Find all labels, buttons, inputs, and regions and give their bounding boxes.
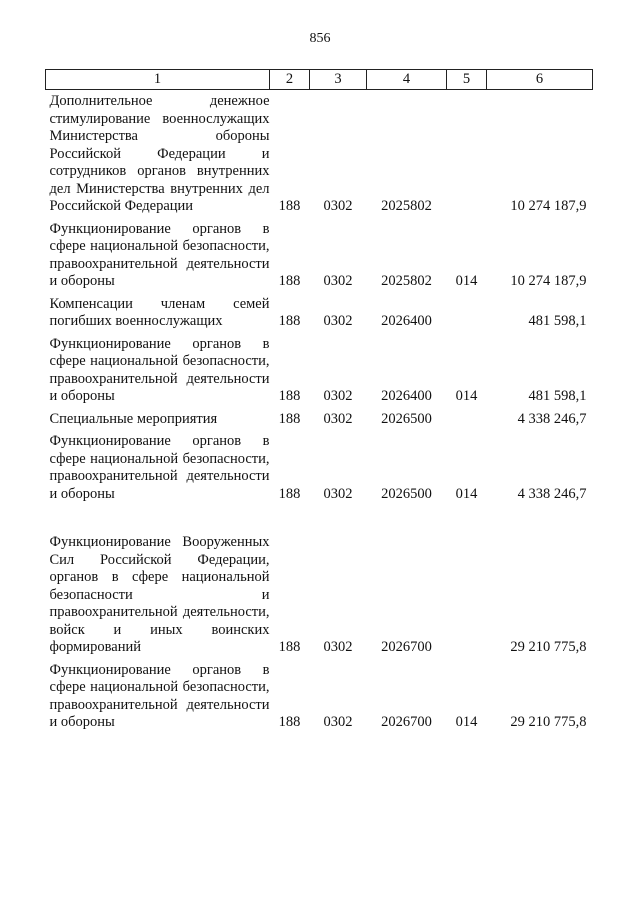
row-code-2: 188 — [278, 273, 301, 289]
header-col-2: 2 — [270, 70, 310, 90]
blank-spacer-row — [46, 505, 593, 531]
row-amount: 481 598,1 — [528, 313, 587, 329]
row-code-3: 0302 — [323, 485, 353, 502]
table-row — [46, 333, 593, 408]
row-name: Дополнительное денежное стимулирование военнослужащих Министерства обороны Российской Федерации и сотрудников органов внутренних дел Министерства внутренних дел Российской Федерации — [49, 93, 270, 214]
row-code-4: 2026700 — [381, 714, 432, 730]
row-amount: 29 210 775,8 — [510, 639, 587, 655]
row-code-2: 188 — [278, 198, 301, 214]
row-code-5 — [447, 90, 487, 218]
row-code-3: 0302 — [323, 273, 353, 289]
row-code-4: 2026500 — [381, 485, 432, 502]
header-col-5: 5 — [447, 70, 487, 90]
row-code-5 — [447, 531, 487, 659]
row-code-2: 188 — [278, 388, 301, 404]
table-row — [46, 90, 593, 218]
header-col-4: 4 — [367, 70, 447, 90]
row-name: Функционирование органов в сфере национальной безопасности, правоохранительной деятельности и обороны — [49, 220, 270, 289]
row-code-3: 0302 — [323, 410, 353, 427]
row-amount: 10 274 187,9 — [510, 198, 587, 214]
row-name: Функционирование органов в сфере национальной безопасности, правоохранительной деятельности и обороны — [49, 661, 270, 730]
table-row — [46, 408, 593, 431]
row-code-2: 188 — [278, 313, 301, 329]
budget-table — [45, 69, 593, 734]
table-row — [46, 293, 593, 333]
row-code-3: 0302 — [323, 388, 353, 404]
row-code-5 — [447, 408, 487, 431]
row-code-2: 188 — [278, 714, 301, 730]
row-amount: 10 274 187,9 — [510, 273, 587, 289]
row-code-3: 0302 — [323, 198, 353, 214]
row-code-2: 188 — [278, 485, 301, 502]
row-code-5: 014 — [455, 714, 478, 730]
row-amount: 4 338 246,7 — [517, 410, 587, 427]
row-amount: 481 598,1 — [528, 388, 587, 404]
header-col-1: 1 — [46, 70, 270, 90]
header-col-6: 6 — [487, 70, 593, 90]
row-code-5: 014 — [455, 388, 478, 404]
row-name: Компенсации членам семей погибших военнослужащих — [49, 295, 270, 329]
row-code-5 — [447, 293, 487, 333]
row-code-4: 2026400 — [381, 388, 432, 404]
row-code-4: 2025802 — [381, 198, 432, 214]
row-code-3: 0302 — [323, 639, 353, 655]
row-name: Функционирование органов в сфере национальной безопасности, правоохранительной деятельности и обороны — [49, 433, 270, 502]
row-name: Функционирование Вооруженных Сил Российской Федерации, органов в сфере национальной безопасности и правоохранительной деятельности, войск и иных воинских формирований — [49, 534, 270, 655]
header-row — [46, 70, 593, 90]
table-row — [46, 218, 593, 293]
row-code-4: 2026500 — [381, 410, 432, 427]
header-col-3: 3 — [310, 70, 367, 90]
table-row — [46, 430, 593, 505]
row-code-3: 0302 — [323, 714, 353, 730]
row-code-5: 014 — [455, 485, 478, 502]
row-code-3: 0302 — [323, 313, 353, 329]
row-code-4: 2025802 — [381, 273, 432, 289]
row-code-2: 188 — [278, 639, 301, 655]
table-row — [46, 531, 593, 659]
row-code-2: 188 — [278, 410, 301, 427]
row-amount: 4 338 246,7 — [517, 485, 587, 502]
row-code-5: 014 — [455, 273, 478, 289]
row-code-4: 2026700 — [381, 639, 432, 655]
row-name: Функционирование органов в сфере национальной безопасности, правоохранительной деятельности и обороны — [49, 335, 270, 404]
row-name: Специальные мероприятия — [49, 410, 218, 427]
table-row — [46, 659, 593, 734]
page-number: 856 — [309, 31, 331, 46]
row-code-4: 2026400 — [381, 313, 432, 329]
row-amount: 29 210 775,8 — [510, 714, 587, 730]
